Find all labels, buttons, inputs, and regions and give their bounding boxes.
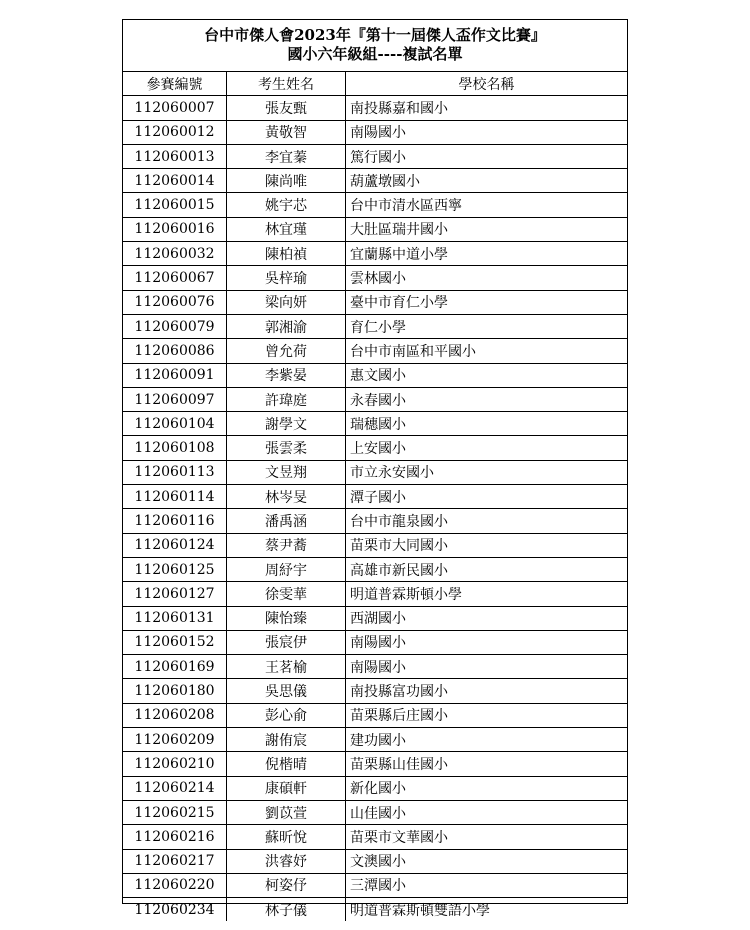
header-candidate-name: 考生姓名 (227, 72, 346, 96)
cell-school-name: 育仁小學 (346, 314, 628, 338)
cell-school-name: 雲林國小 (346, 266, 628, 290)
cell-candidate-name: 姚宇芯 (227, 193, 346, 217)
table-row (123, 290, 627, 314)
table-row (123, 169, 627, 193)
cell-candidate-name: 劉苡萱 (227, 800, 346, 824)
cell-candidate-name: 許瑋庭 (227, 387, 346, 411)
table-row (123, 873, 627, 897)
cell-school-name: 高雄市新民國小 (346, 557, 628, 581)
cell-entry-number: 112060131 (123, 606, 227, 630)
cell-entry-number: 112060220 (123, 873, 227, 897)
table-row (123, 412, 627, 436)
cell-school-name: 大肚區瑞井國小 (346, 217, 628, 241)
table-row (123, 582, 627, 606)
cell-entry-number: 112060216 (123, 825, 227, 849)
cell-school-name: 山佳國小 (346, 800, 628, 824)
cell-candidate-name: 林岑旻 (227, 485, 346, 509)
cell-school-name: 南陽國小 (346, 120, 628, 144)
cell-school-name: 苗栗縣后庄國小 (346, 703, 628, 727)
cell-entry-number: 112060152 (123, 630, 227, 654)
cell-school-name: 篤行國小 (346, 144, 628, 168)
cell-entry-number: 112060067 (123, 266, 227, 290)
cell-entry-number: 112060086 (123, 339, 227, 363)
cell-candidate-name: 黃敬智 (227, 120, 346, 144)
cell-entry-number: 112060013 (123, 144, 227, 168)
cell-candidate-name: 蔡尹蕎 (227, 533, 346, 557)
table-row (123, 485, 627, 509)
table-row (123, 363, 627, 387)
cell-entry-number: 112060015 (123, 193, 227, 217)
cell-school-name: 南投縣富功國小 (346, 679, 628, 703)
cell-entry-number: 112060125 (123, 557, 227, 581)
cell-school-name: 台中市龍泉國小 (346, 509, 628, 533)
cell-entry-number: 112060116 (123, 509, 227, 533)
cell-school-name: 台中市南區和平國小 (346, 339, 628, 363)
cell-school-name: 明道普霖斯頓小學 (346, 582, 628, 606)
cell-entry-number: 112060104 (123, 412, 227, 436)
table-row (123, 800, 627, 824)
cell-school-name: 新化國小 (346, 776, 628, 800)
table-row (123, 242, 627, 266)
cell-entry-number: 112060234 (123, 898, 227, 922)
cell-school-name: 台中市清水區西寧 (346, 193, 628, 217)
table-row (123, 266, 627, 290)
candidate-table (123, 72, 627, 921)
cell-entry-number: 112060012 (123, 120, 227, 144)
cell-school-name: 南投縣嘉和國小 (346, 96, 628, 120)
cell-school-name: 苗栗市大同國小 (346, 533, 628, 557)
table-row (123, 193, 627, 217)
cell-candidate-name: 蘇昕悅 (227, 825, 346, 849)
table-row (123, 533, 627, 557)
document-title (123, 20, 627, 72)
table-header-row (123, 72, 627, 96)
cell-candidate-name: 張友甄 (227, 96, 346, 120)
cell-school-name: 葫蘆墩國小 (346, 169, 628, 193)
document-sheet (122, 19, 628, 919)
table-row (123, 703, 627, 727)
cell-candidate-name: 潘禹涵 (227, 509, 346, 533)
cell-entry-number: 112060180 (123, 679, 227, 703)
cell-entry-number: 112060208 (123, 703, 227, 727)
cell-candidate-name: 陳怡臻 (227, 606, 346, 630)
cell-candidate-name: 張宸伊 (227, 630, 346, 654)
cell-entry-number: 112060079 (123, 314, 227, 338)
cell-entry-number: 112060108 (123, 436, 227, 460)
cell-entry-number: 112060127 (123, 582, 227, 606)
cell-candidate-name: 倪楷晴 (227, 752, 346, 776)
cell-school-name: 南陽國小 (346, 655, 628, 679)
cell-school-name: 苗栗市文華國小 (346, 825, 628, 849)
cell-candidate-name: 吳思儀 (227, 679, 346, 703)
cell-candidate-name: 周紓宇 (227, 557, 346, 581)
cell-entry-number: 112060209 (123, 728, 227, 752)
cell-school-name: 南陽國小 (346, 630, 628, 654)
table-row (123, 728, 627, 752)
table-row (123, 679, 627, 703)
table-row (123, 460, 627, 484)
cell-candidate-name: 李紫晏 (227, 363, 346, 387)
table-row (123, 120, 627, 144)
cell-entry-number: 112060214 (123, 776, 227, 800)
table-row (123, 655, 627, 679)
cell-entry-number: 112060113 (123, 460, 227, 484)
cell-candidate-name: 徐雯華 (227, 582, 346, 606)
cell-candidate-name: 謝學文 (227, 412, 346, 436)
table-row (123, 339, 627, 363)
table-row (123, 436, 627, 460)
cell-candidate-name: 林宜瑾 (227, 217, 346, 241)
cell-candidate-name: 李宜蓁 (227, 144, 346, 168)
cell-school-name: 三潭國小 (346, 873, 628, 897)
table-row (123, 314, 627, 338)
cell-candidate-name: 郭湘渝 (227, 314, 346, 338)
table-row (123, 849, 627, 873)
table-row (123, 387, 627, 411)
cell-entry-number: 112060014 (123, 169, 227, 193)
cell-entry-number: 112060097 (123, 387, 227, 411)
table-body (123, 96, 627, 922)
cell-school-name: 宜蘭縣中道小學 (346, 242, 628, 266)
cell-entry-number: 112060210 (123, 752, 227, 776)
cell-candidate-name: 文昱翔 (227, 460, 346, 484)
cell-school-name: 潭子國小 (346, 485, 628, 509)
cell-entry-number: 112060217 (123, 849, 227, 873)
cell-entry-number: 112060215 (123, 800, 227, 824)
cell-candidate-name: 陳柏禎 (227, 242, 346, 266)
table-row (123, 752, 627, 776)
cell-candidate-name: 柯姿伃 (227, 873, 346, 897)
cell-candidate-name: 陳尚唯 (227, 169, 346, 193)
cell-school-name: 永春國小 (346, 387, 628, 411)
cell-entry-number: 112060016 (123, 217, 227, 241)
table-row (123, 606, 627, 630)
cell-school-name: 西湖國小 (346, 606, 628, 630)
cell-entry-number: 112060032 (123, 242, 227, 266)
cell-candidate-name: 張雲柔 (227, 436, 346, 460)
cell-candidate-name: 曾允荷 (227, 339, 346, 363)
cell-candidate-name: 梁向妍 (227, 290, 346, 314)
table-row (123, 96, 627, 120)
cell-school-name: 明道普霖斯頓雙語小學 (346, 898, 628, 922)
cell-candidate-name: 洪睿妤 (227, 849, 346, 873)
table-row (123, 825, 627, 849)
table-row (123, 630, 627, 654)
title-line-1: 台中市傑人會2023年『第十一屆傑人盃作文比賽』 (204, 26, 546, 44)
cell-school-name: 文澳國小 (346, 849, 628, 873)
table-row (123, 144, 627, 168)
cell-entry-number: 112060124 (123, 533, 227, 557)
cell-school-name: 臺中市育仁小學 (346, 290, 628, 314)
table-row (123, 776, 627, 800)
table-row (123, 217, 627, 241)
table-row (123, 509, 627, 533)
table-row (123, 898, 627, 922)
cell-school-name: 上安國小 (346, 436, 628, 460)
cell-candidate-name: 謝侑宸 (227, 728, 346, 752)
cell-school-name: 惠文國小 (346, 363, 628, 387)
cell-candidate-name: 王茗榆 (227, 655, 346, 679)
cell-school-name: 建功國小 (346, 728, 628, 752)
cell-school-name: 市立永安國小 (346, 460, 628, 484)
cell-candidate-name: 吳梓瑜 (227, 266, 346, 290)
cell-entry-number: 112060076 (123, 290, 227, 314)
cell-entry-number: 112060169 (123, 655, 227, 679)
header-entry-number: 參賽編號 (123, 72, 227, 96)
cell-candidate-name: 林子儀 (227, 898, 346, 922)
cell-candidate-name: 彭心俞 (227, 703, 346, 727)
cell-candidate-name: 康碩軒 (227, 776, 346, 800)
cell-entry-number: 112060007 (123, 96, 227, 120)
cell-entry-number: 112060114 (123, 485, 227, 509)
table-row (123, 557, 627, 581)
cell-entry-number: 112060091 (123, 363, 227, 387)
cell-school-name: 苗栗縣山佳國小 (346, 752, 628, 776)
header-school-name: 學校名稱 (346, 72, 628, 96)
cell-school-name: 瑞穗國小 (346, 412, 628, 436)
title-line-2: 國小六年級組----複試名單 (287, 45, 463, 63)
